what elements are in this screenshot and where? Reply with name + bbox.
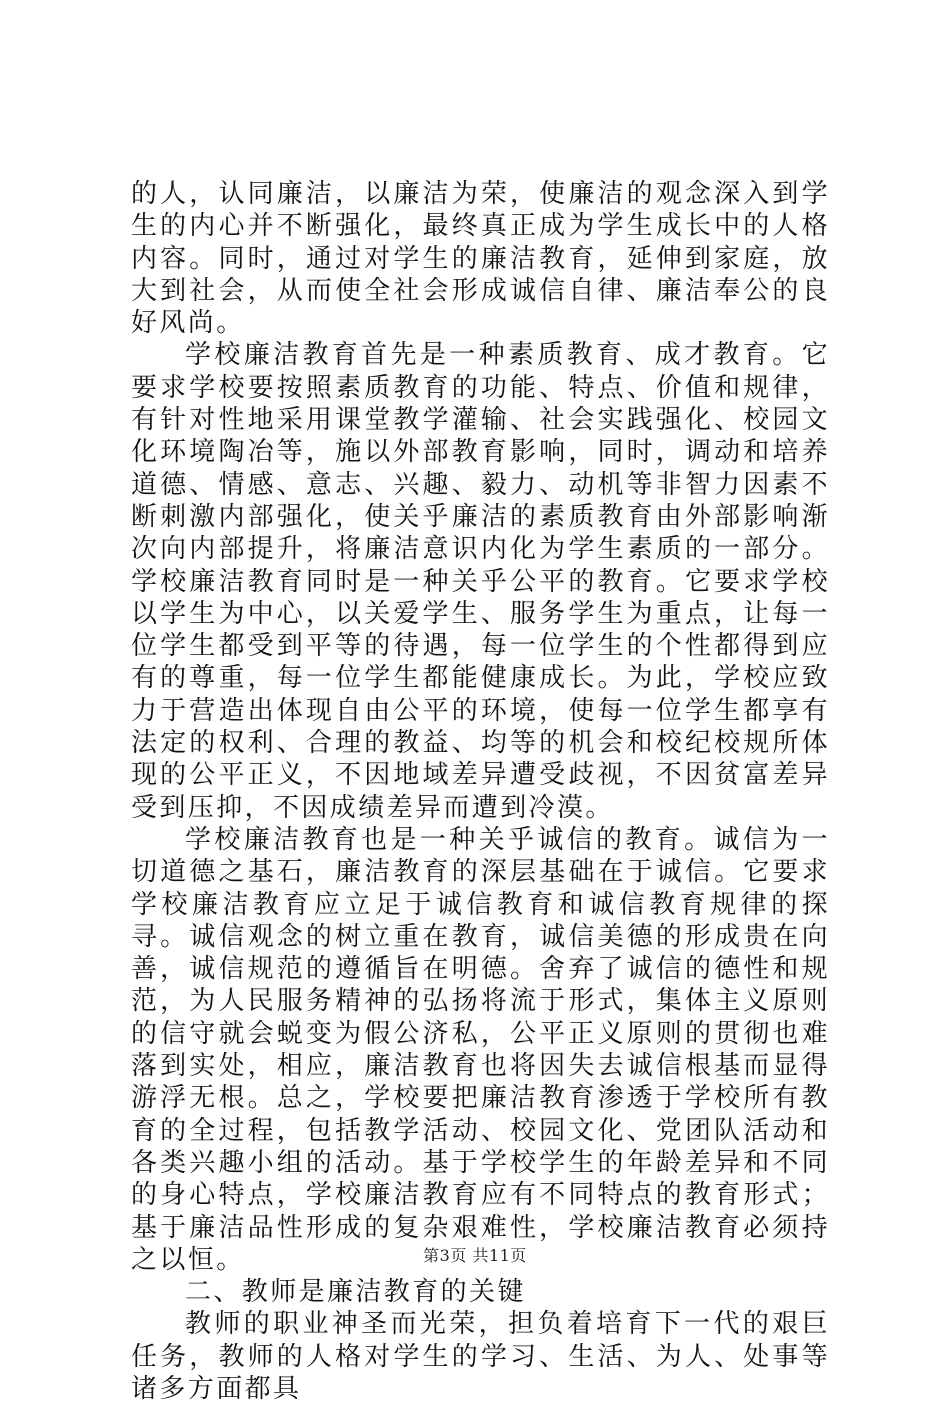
page-number-footer: 第3页 共11页	[423, 1246, 527, 1265]
section-heading: 二、教师是廉洁教育的关键	[185, 1277, 526, 1308]
paragraph-teacher-role: 教师的职业神圣而光荣，担负着培育下一代的艰巨任务，教师的人格对学生的学习、生活、为人、处事等诸多方面都具	[131, 1309, 830, 1404]
paragraph-integrity-education: 学校廉洁教育也是一种关乎诚信的教育。诚信为一切道德之基石，廉洁教育的深层基础在于诚信。它要求学校廉洁教育应立足于诚信教育和诚信教育规律的探寻。诚信观念的树立重在教育，诚信美德的形成贵在向善，诚信规范的遵循旨在明德。舍弃了诚信的德性和规范，为人民服务精神的弘扬将流于形式，集体主义原则的信守就会蜕变为假公济私，公平正义原则的贯彻也难落到实处，相应，廉洁教育也将因失去诚信根基而显得游浮无根。总之，学校要把廉洁教育渗透于学校所有教育的全过程，包括教学活动、校园文化、党团队活动和各类兴趣小组的活动。基于学校学生的年龄差异和不同的身心特点，学校廉洁教育应有不同特点的教育形式；基于廉洁品性形成的复杂艰难性，学校廉洁教育必须持之以恒。	[131, 824, 830, 1275]
paragraph-quality-education: 学校廉洁教育首先是一种素质教育、成才教育。它要求学校要按照素质教育的功能、特点、价值和规律，有针对性地采用课堂教学灌输、社会实践强化、校园文化环境陶冶等，施以外部教育影响，同时，调动和培养道德、情感、意志、兴趣、毅力、动机等非智力因素不断刺激内部强化，使关乎廉洁的素质教育由外部影响渐次向内部提升，将廉洁意识内化为学生素质的一部分。学校廉洁教育同时是一种关乎公平的教育。它要求学校以学生为中心，以关爱学生、服务学生为重点，让每一位学生都受到平等的待遇，每一位学生的个性都得到应有的尊重，每一位学生都能健康成长。为此，学校应致力于营造出体现自由公平的环境，使每一位学生都享有法定的权利、合理的教益、均等的机会和校纪校规所体现的公平正义，不因地域差异遭受歧视，不因贫富差异受到压抑，不因成绩差异而遭到冷漠。	[131, 340, 830, 823]
document-body	[131, 178, 830, 1405]
paragraph-continuation: 的人，认同廉洁，以廉洁为荣，使廉洁的观念深入到学生的内心并不断强化，最终真正成为学生成长中的人格内容。同时，通过对学生的廉洁教育，延伸到家庭，放大到社会，从而使全社会形成诚信自律、廉洁奉公的良好风尚。	[131, 179, 830, 339]
